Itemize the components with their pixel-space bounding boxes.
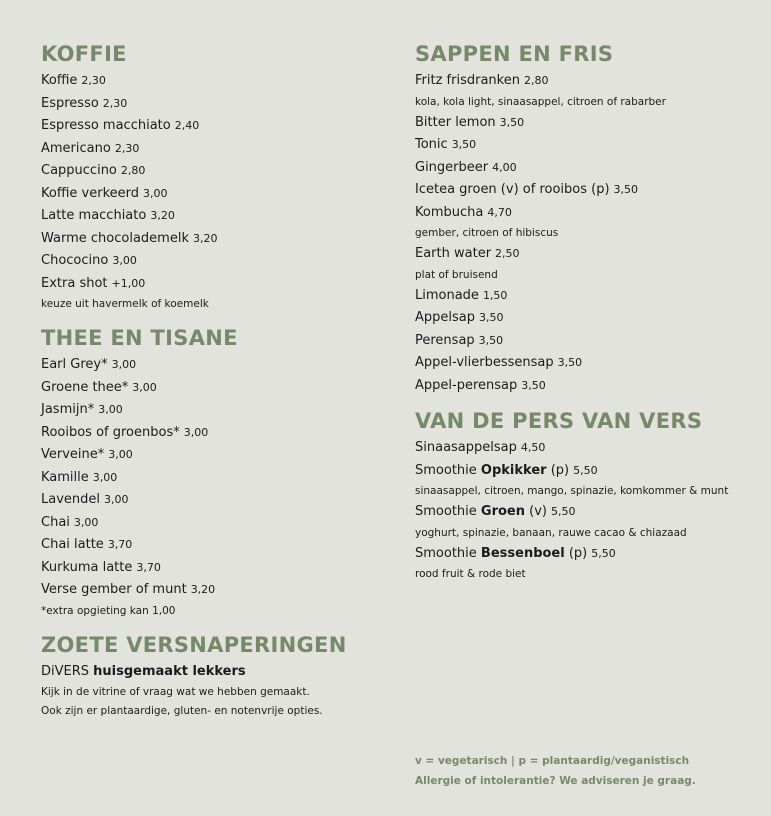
- menu-item-name: Latte macchiato: [41, 208, 147, 223]
- menu-item-name: Icetea groen (v) of rooibos (p): [415, 182, 610, 197]
- menu-item: [41, 160, 391, 183]
- menu-item-price: 3,70: [136, 560, 161, 574]
- menu-item-price: 1,50: [482, 288, 508, 302]
- menu-item: [415, 501, 745, 524]
- menu-item: [41, 115, 391, 138]
- menu-item-name: Warme chocolademelk: [41, 230, 189, 246]
- menu-item: [41, 138, 391, 161]
- menu-item-prefix: Sinaasappelsap: [415, 440, 517, 455]
- menu-item-price: 5,50: [573, 463, 598, 477]
- menu-item-desc: yoghurt, spinazie, banaan, rauwe cacao & chiazaad: [415, 526, 687, 539]
- menu-item-price: 4,70: [487, 205, 512, 219]
- menu-item: [415, 70, 745, 93]
- menu-item-price: 2,30: [81, 74, 106, 87]
- menu-item-desc: sinaasappel, citroen, mango, spinazie, komkommer & munt: [415, 485, 729, 497]
- menu-item-name: Chococino: [41, 253, 109, 268]
- section-sappen: [415, 42, 745, 397]
- menu-item-suffix: (p): [568, 545, 588, 561]
- menu-item-name: Koffie verkeerd: [41, 185, 139, 201]
- menu-item: [41, 467, 391, 490]
- menu-item-price: 3,20: [192, 231, 218, 245]
- menu-item: [41, 228, 391, 251]
- menu-item: [415, 157, 745, 180]
- menu-item: [415, 460, 745, 483]
- menu-item: [41, 273, 391, 296]
- menu-item-price: 3,50: [479, 311, 504, 324]
- menu-item: [415, 437, 745, 460]
- menu-item: [415, 307, 745, 330]
- menu-item: [41, 377, 391, 400]
- menu-item-price: 3,00: [132, 380, 157, 394]
- menu-item-desc: rood fruit & rode biet: [415, 568, 526, 580]
- koffie-note: keuze uit havermelk of koemelk: [41, 298, 209, 310]
- menu-item: [415, 375, 745, 398]
- menu-item-price: 4,50: [520, 441, 546, 454]
- zoete-desc-1: Kijk in de vitrine of vraag wat we hebben gemaakt.: [41, 685, 310, 698]
- section-title-koffie: KOFFIE: [41, 42, 127, 66]
- menu-item-name: Rooibos of groenbos*: [41, 424, 180, 440]
- menu-item-name: Earth water: [415, 246, 492, 261]
- thee-list: [41, 354, 391, 602]
- menu-item-name: Groen: [480, 504, 526, 519]
- menu-item-price: 2,80: [523, 74, 549, 87]
- menu-item-name: Earl Grey*: [41, 357, 108, 372]
- zoete-desc-2: Ook zijn er plantaardige, gluten- en notenvrije opties.: [41, 704, 323, 717]
- right-column: [415, 42, 745, 596]
- menu-item-name: Espresso: [41, 95, 99, 111]
- menu-item: [41, 557, 391, 580]
- menu-item-price: 3,50: [478, 333, 504, 347]
- menu-item: [415, 134, 745, 157]
- menu-item-price: 3,00: [183, 425, 209, 439]
- menu-item-name: Bessenboel: [480, 545, 565, 561]
- thee-note: *extra opgieting kan 1,00: [41, 604, 176, 617]
- menu-item: [415, 179, 745, 202]
- menu-item-desc: kola, kola light, sinaasappel, citroen of rabarber: [415, 95, 666, 108]
- menu-item: [41, 534, 391, 557]
- menu-item-name: Perensap: [415, 332, 475, 348]
- menu-item-name: Opkikker: [480, 462, 547, 478]
- menu-item-price: +1,00: [111, 276, 146, 290]
- menu-item: [41, 70, 391, 93]
- menu-item-name: Appelsap: [415, 310, 475, 325]
- section-title-thee: THEE EN TISANE: [41, 326, 238, 350]
- menu-item-name: Kombucha: [415, 204, 484, 220]
- menu-item-price: 2,30: [102, 96, 128, 110]
- menu-item: [415, 112, 745, 135]
- sappen-list: [415, 70, 745, 397]
- menu-item-price: 3,00: [98, 403, 123, 416]
- menu-item: [41, 354, 391, 377]
- section-title-pers: VAN DE PERS VAN VERS: [415, 409, 703, 433]
- menu-item-price: 3,50: [521, 378, 546, 392]
- footer: [415, 751, 696, 791]
- menu-item-prefix: Smoothie: [415, 504, 477, 519]
- zoete-item: [41, 661, 391, 683]
- menu-item-name: Kamille: [41, 469, 89, 485]
- menu-item-name: Appel-perensap: [415, 377, 518, 393]
- menu-item-price: 3,00: [73, 515, 99, 529]
- pers-list: [415, 437, 745, 584]
- menu-item-name: Extra shot: [41, 275, 108, 291]
- menu-item: [41, 422, 391, 445]
- menu-item: [41, 93, 391, 116]
- left-column: [41, 42, 391, 733]
- menu-item-price: 5,50: [551, 505, 576, 518]
- menu-item: [41, 250, 391, 273]
- menu-item-price: 3,50: [613, 183, 639, 196]
- menu-item: [41, 489, 391, 512]
- menu-item-price: 2,40: [174, 119, 200, 132]
- menu-item-name: Verse gember of munt: [41, 582, 187, 597]
- menu-item-name: Appel-vlierbessensap: [415, 355, 554, 370]
- menu-item-name: Americano: [41, 140, 111, 156]
- menu-item-suffix: (v): [529, 504, 547, 519]
- menu-item-name: Limonade: [415, 287, 479, 303]
- menu-item-price: 3,00: [92, 470, 118, 484]
- menu-item: [415, 243, 745, 266]
- menu-item: [415, 543, 745, 566]
- menu-item-price: 2,50: [495, 247, 520, 260]
- menu-item-price: 5,50: [591, 546, 616, 560]
- menu-item-suffix: (p): [550, 462, 570, 478]
- menu-item: [415, 202, 745, 225]
- menu-item: [41, 444, 391, 467]
- section-koffie: [41, 42, 391, 314]
- menu-item: [415, 352, 745, 375]
- menu-item-name: Lavendel: [41, 492, 101, 507]
- menu-item-desc: gember, citroen of hibiscus: [415, 227, 559, 239]
- menu-item: [41, 512, 391, 535]
- menu-item: [41, 579, 391, 602]
- menu-item-price: 3,00: [111, 358, 137, 371]
- menu-item-price: 3,50: [499, 115, 525, 129]
- footer-legend: v = vegetarisch | p = plantaardig/veganistisch: [415, 755, 690, 767]
- menu-item: [41, 399, 391, 422]
- footer-allergy: Allergie of intolerantie? We adviseren je graag.: [415, 775, 696, 787]
- menu-item-price: 3,00: [143, 186, 168, 200]
- section-title-sappen: SAPPEN EN FRIS: [415, 42, 614, 66]
- menu-item-name: Groene thee*: [41, 379, 129, 395]
- menu-item: [41, 183, 391, 206]
- menu-item-name: Espresso macchiato: [41, 118, 171, 133]
- menu-item-prefix: Smoothie: [415, 462, 477, 478]
- menu-item-price: 3,00: [108, 448, 133, 461]
- menu-item: [415, 285, 745, 308]
- menu-item-name: Verveine*: [41, 447, 105, 462]
- menu-item: [41, 205, 391, 228]
- menu-item-name: Koffie: [41, 73, 78, 88]
- menu-item-price: 3,70: [107, 538, 133, 551]
- section-title-zoete: ZOETE VERSNAPERINGEN: [41, 632, 347, 657]
- menu-item-name: Chai: [41, 514, 70, 530]
- menu-item-price: 4,00: [492, 160, 517, 174]
- menu-item-price: 3,50: [451, 138, 477, 151]
- menu-item-name: Bitter lemon: [415, 114, 496, 130]
- menu-item-name: Gingerbeer: [415, 159, 489, 175]
- menu-item-price: 3,20: [190, 583, 216, 596]
- menu-item-price: 2,30: [114, 141, 140, 155]
- section-thee: [41, 326, 391, 621]
- section-zoete: [41, 633, 391, 721]
- menu-item-prefix: Smoothie: [415, 545, 477, 561]
- section-pers: [415, 409, 745, 584]
- menu-item-name: Kurkuma latte: [41, 559, 133, 575]
- menu-item-price: 2,80: [120, 164, 146, 177]
- zoete-item-prefix: DiVERS: [41, 663, 90, 679]
- menu-item-price: 3,00: [112, 254, 137, 267]
- menu-item-price: 3,50: [557, 356, 583, 369]
- menu-item-name: Jasmijn*: [41, 402, 95, 417]
- koffie-list: [41, 70, 391, 295]
- menu-item-name: Chai latte: [41, 537, 104, 552]
- menu-item-name: Tonic: [415, 137, 448, 152]
- menu-item-price: 3,00: [104, 493, 129, 506]
- menu-item-desc: plat of bruisend: [415, 268, 498, 281]
- menu-item-name: Cappuccino: [41, 163, 117, 178]
- menu-item: [415, 330, 745, 353]
- menu-item-price: 3,20: [150, 209, 175, 222]
- menu-item-name: Fritz frisdranken: [415, 73, 520, 88]
- zoete-item-bold: huisgemaakt lekkers: [93, 663, 246, 679]
